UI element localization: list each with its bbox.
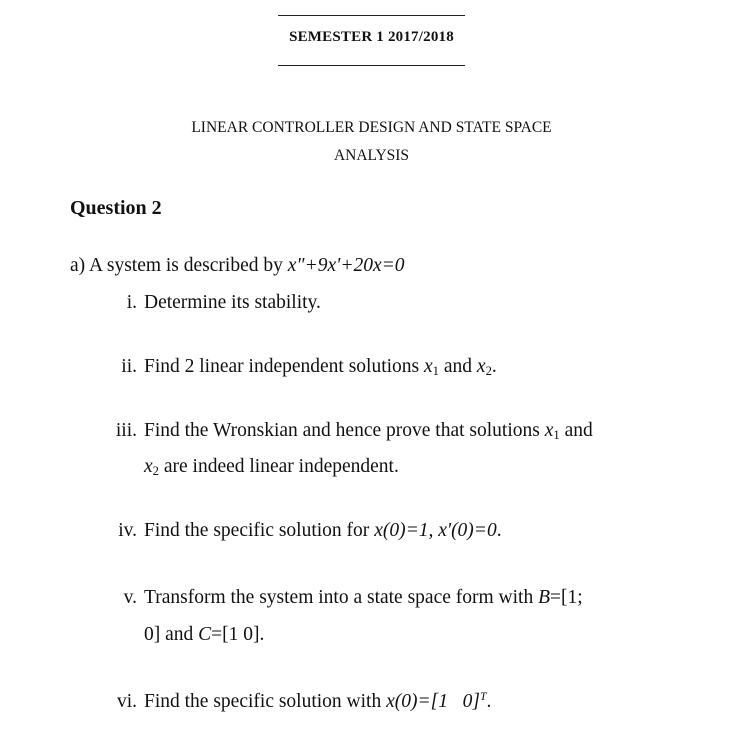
item-v-numeral: v. [123,587,137,608]
item-iii-text-line1 [144,420,593,442]
part-a-text: A system is described by [88,255,283,276]
part-a-label: a) [70,255,86,276]
item-i-text: Determine its stability. [144,292,321,313]
item-ii-x2: $x_2$ [476,356,492,379]
item-iv-numeral: iv. [118,520,137,541]
course-title-line-2: ANALYSIS [333,147,410,164]
item-v-b-label: B [538,587,551,608]
item-vi-transpose: T [479,689,487,703]
item-iv-equation: x(0)=1, x'(0)=0 [374,520,497,541]
item-iii-numeral: iii. [115,420,137,441]
item-vi-numeral: vi. [116,691,137,712]
part-a [70,255,405,277]
item-vi-text: Find the specific solution with x(0)=[1 0]$^T$. [144,689,492,712]
course-title-line-1: LINEAR CONTROLLER DESIGN AND STATE SPACE [191,119,552,136]
item-iii-x1: $x_1$ [544,420,560,443]
item-ii-and: and [443,356,473,377]
item-v-line2a: 0] and [144,624,194,645]
item-iv-text: Find the specific solution for x(0)=1, x'(0)=0. [144,520,502,541]
item-i-numeral: i. [126,292,137,313]
item-ii-x1: $x_1$ [424,356,439,379]
item-v-c-value: =[1 0]. [211,624,265,645]
item-iv-text-body: Find the specific solution for [144,520,370,541]
bottom-rule [278,65,465,66]
item-iii-x2: $x_2$ [144,456,159,479]
question-heading: Question 2 [70,197,162,219]
item-v-text-line2 [144,624,264,646]
item-vi-text-body: Find the specific solution with [144,691,382,712]
item-iii-text-line2 [144,456,399,478]
item-ii-text: Find 2 linear independent solutions $x_1$ and $x_2$. [144,356,497,379]
item-iii-and: and [564,420,593,441]
item-v-c-label: C [198,624,212,645]
item-vi-equation: x(0)=[1 0] [386,691,480,712]
part-a-equation: x"+9x'+20x=0 [287,255,405,276]
item-iii-text-before: Find the Wronskian and hence prove that solutions [144,420,540,441]
item-ii-numeral: ii. [121,356,137,377]
top-rule [278,15,465,16]
item-ii-text-before: Find 2 linear independent solutions [144,356,420,377]
semester-label: SEMESTER 1 2017/2018 [289,29,454,45]
item-v-line1: Transform the system into a state space form with [144,587,534,608]
item-iii-line2: are indeed linear independent. [163,456,399,477]
item-v-b-value: =[1; [550,587,583,608]
item-v-text-line1 [144,587,583,609]
